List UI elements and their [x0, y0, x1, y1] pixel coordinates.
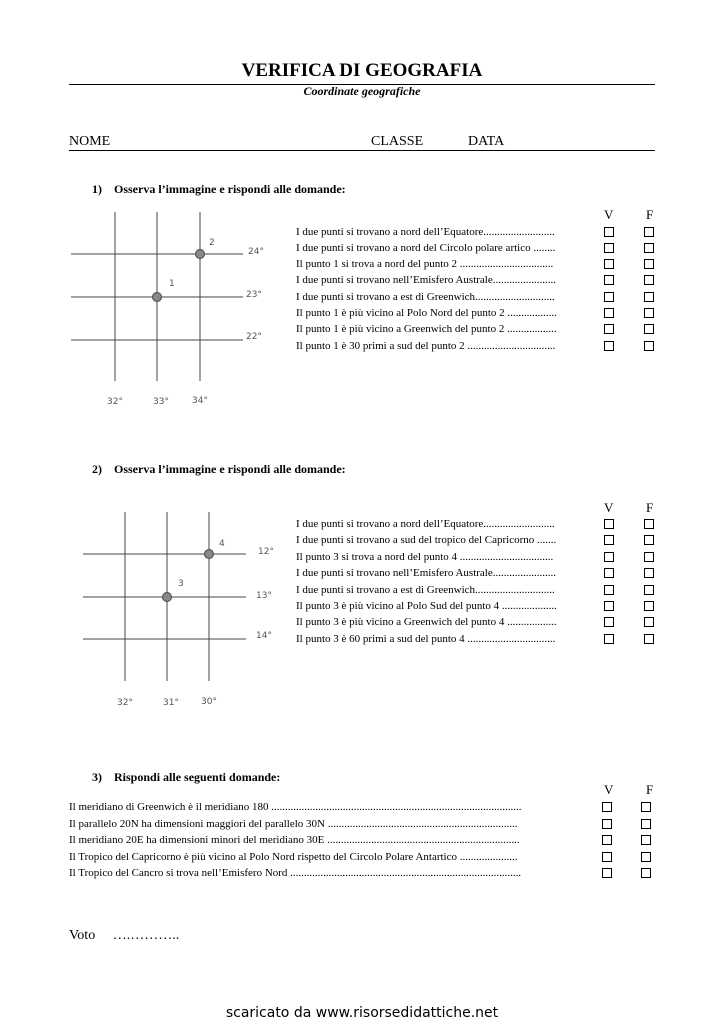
q1-statement: Il punto 1 è più vicino a Greenwich del punto 2 .................. [296, 323, 557, 335]
question-1-heading [92, 182, 346, 197]
q2-meridian-label: 30° [201, 697, 217, 707]
false-checkbox[interactable] [644, 341, 654, 351]
classe-label: CLASSE [371, 134, 424, 149]
voto-field [69, 928, 179, 944]
false-checkbox[interactable] [641, 868, 651, 878]
false-checkbox[interactable] [644, 634, 654, 644]
true-checkbox[interactable] [604, 634, 614, 644]
data-label: DATA [468, 134, 505, 149]
question-2-text: Osserva l’immagine e rispondi alle domande: [114, 462, 346, 476]
q2-point-label-4: 4 [219, 539, 225, 549]
q2-statement: I due punti si trovano a nord dell’Equatore.......................... [296, 518, 555, 530]
q2-meridian-label: 31° [163, 698, 179, 708]
true-checkbox[interactable] [602, 852, 612, 862]
q3-statement: Il Tropico del Capricorno è più vicino al Polo Nord rispetto del Circolo Polare Antartico ..................... [69, 851, 518, 863]
voto-blank[interactable]: ….……….. [112, 928, 180, 943]
q2-parallel-label: 12° [258, 547, 274, 557]
q1-statement: I due punti si trovano a est di Greenwich............................. [296, 291, 555, 303]
true-checkbox[interactable] [604, 535, 614, 545]
q2-f-header: F [646, 500, 654, 515]
q1-coordinate-diagram [60, 205, 290, 415]
q2-point-label-3: 3 [178, 579, 184, 589]
q3-f-header: F [646, 782, 654, 797]
page-subtitle: Coordinate geografiche [303, 84, 421, 98]
q2-point-4 [205, 550, 214, 559]
q1-point-label-2: 2 [209, 238, 215, 248]
q1-point-label-1: 1 [169, 279, 175, 289]
false-checkbox[interactable] [644, 243, 654, 253]
true-checkbox[interactable] [604, 308, 614, 318]
false-checkbox[interactable] [644, 519, 654, 529]
q1-meridian-label: 32° [107, 397, 123, 407]
question-1-text: Osserva l’immagine e rispondi alle domande: [114, 182, 346, 196]
question-2-heading [92, 462, 346, 477]
true-checkbox[interactable] [604, 227, 614, 237]
q1-v-header: V [604, 207, 614, 222]
false-checkbox[interactable] [644, 552, 654, 562]
true-checkbox[interactable] [604, 324, 614, 334]
question-3-number: 3) [92, 770, 102, 784]
false-checkbox[interactable] [644, 535, 654, 545]
name-line[interactable] [69, 150, 655, 151]
question-3-text: Rispondi alle seguenti domande: [114, 770, 281, 784]
true-checkbox[interactable] [604, 519, 614, 529]
voto-label: Voto [69, 928, 96, 943]
true-checkbox[interactable] [602, 835, 612, 845]
true-checkbox[interactable] [604, 601, 614, 611]
q1-statement: I due punti si trovano a nord del Circolo polare artico ........ [296, 242, 556, 254]
q1-point-1 [153, 293, 162, 302]
q1-statement: I due punti si trovano a nord dell’Equatore.......................... [296, 226, 555, 238]
q2-parallel-label: 14° [256, 631, 272, 641]
q2-statement: I due punti si trovano a sud del tropico del Capricorno ....... [296, 534, 557, 546]
q1-point-2 [196, 250, 205, 259]
false-checkbox[interactable] [644, 259, 654, 269]
footer-credit: scaricato da www.risorsedidattiche.net [225, 1005, 499, 1021]
true-checkbox[interactable] [602, 802, 612, 812]
q1-meridian-label: 34° [192, 396, 208, 406]
q2-statement: Il punto 3 è più vicino al Polo Sud del punto 4 .................... [296, 600, 557, 612]
true-checkbox[interactable] [604, 259, 614, 269]
q2-meridian-label: 32° [117, 698, 133, 708]
false-checkbox[interactable] [644, 292, 654, 302]
q2-statement: Il punto 3 è 60 primi a sud del punto 4 ................................ [296, 633, 556, 645]
q3-statement: Il meridiano di Greenwich è il meridiano 180 ........................................................................................... [69, 801, 522, 813]
q2-v-header: V [604, 500, 614, 515]
q3-statement: Il parallelo 20N ha dimensioni maggiori del parallelo 30N ..................................................................... [69, 818, 518, 830]
false-checkbox[interactable] [641, 852, 651, 862]
false-checkbox[interactable] [641, 835, 651, 845]
q2-statement: I due punti si trovano a est di Greenwich............................. [296, 584, 555, 596]
false-checkbox[interactable] [644, 585, 654, 595]
true-checkbox[interactable] [604, 617, 614, 627]
q1-statement: Il punto 1 è 30 primi a sud del punto 2 ................................ [296, 340, 556, 352]
q3-statement: Il meridiano 20E ha dimensioni minori del meridiano 30E ...................................................................... [69, 834, 520, 846]
false-checkbox[interactable] [644, 568, 654, 578]
question-2-number: 2) [92, 462, 102, 476]
page-title: VERIFICA DI GEOGRAFIA [241, 60, 483, 81]
false-checkbox[interactable] [641, 802, 651, 812]
question-1-number: 1) [92, 182, 102, 196]
q1-statement: Il punto 1 è più vicino al Polo Nord del punto 2 .................. [296, 307, 557, 319]
q1-parallel-label: 22° [246, 332, 262, 342]
question-3-heading [92, 770, 280, 785]
false-checkbox[interactable] [644, 227, 654, 237]
q1-f-header: F [646, 207, 654, 222]
q1-parallel-label: 24° [248, 247, 264, 257]
false-checkbox[interactable] [644, 601, 654, 611]
q3-v-header: V [604, 782, 614, 797]
true-checkbox[interactable] [604, 568, 614, 578]
q1-statement: I due punti si trovano nell’Emisfero Australe....................... [296, 274, 556, 286]
nome-label: NOME [69, 134, 111, 149]
q2-statement: I due punti si trovano nell’Emisfero Australe....................... [296, 567, 556, 579]
q1-meridian-label: 33° [153, 397, 169, 407]
false-checkbox[interactable] [644, 324, 654, 334]
q3-statement: Il Tropico del Cancro si trova nell’Emisfero Nord .................................................................................... [69, 867, 522, 879]
q2-statement: Il punto 3 si trova a nord del punto 4 .................................. [296, 551, 554, 563]
true-checkbox[interactable] [604, 275, 614, 285]
true-checkbox[interactable] [604, 552, 614, 562]
true-checkbox[interactable] [604, 292, 614, 302]
q1-statement: Il punto 1 si trova a nord del punto 2 .................................. [296, 258, 554, 270]
q2-parallel-label: 13° [256, 591, 272, 601]
q2-statement: Il punto 3 è più vicino a Greenwich del punto 4 .................. [296, 616, 557, 628]
q1-parallel-label: 23° [246, 290, 262, 300]
q2-point-3 [163, 593, 172, 602]
false-checkbox[interactable] [644, 308, 654, 318]
true-checkbox[interactable] [604, 341, 614, 351]
true-checkbox[interactable] [602, 819, 612, 829]
false-checkbox[interactable] [644, 275, 654, 285]
true-checkbox[interactable] [604, 585, 614, 595]
q2-coordinate-diagram [72, 505, 302, 715]
false-checkbox[interactable] [644, 617, 654, 627]
false-checkbox[interactable] [641, 819, 651, 829]
true-checkbox[interactable] [604, 243, 614, 253]
true-checkbox[interactable] [602, 868, 612, 878]
